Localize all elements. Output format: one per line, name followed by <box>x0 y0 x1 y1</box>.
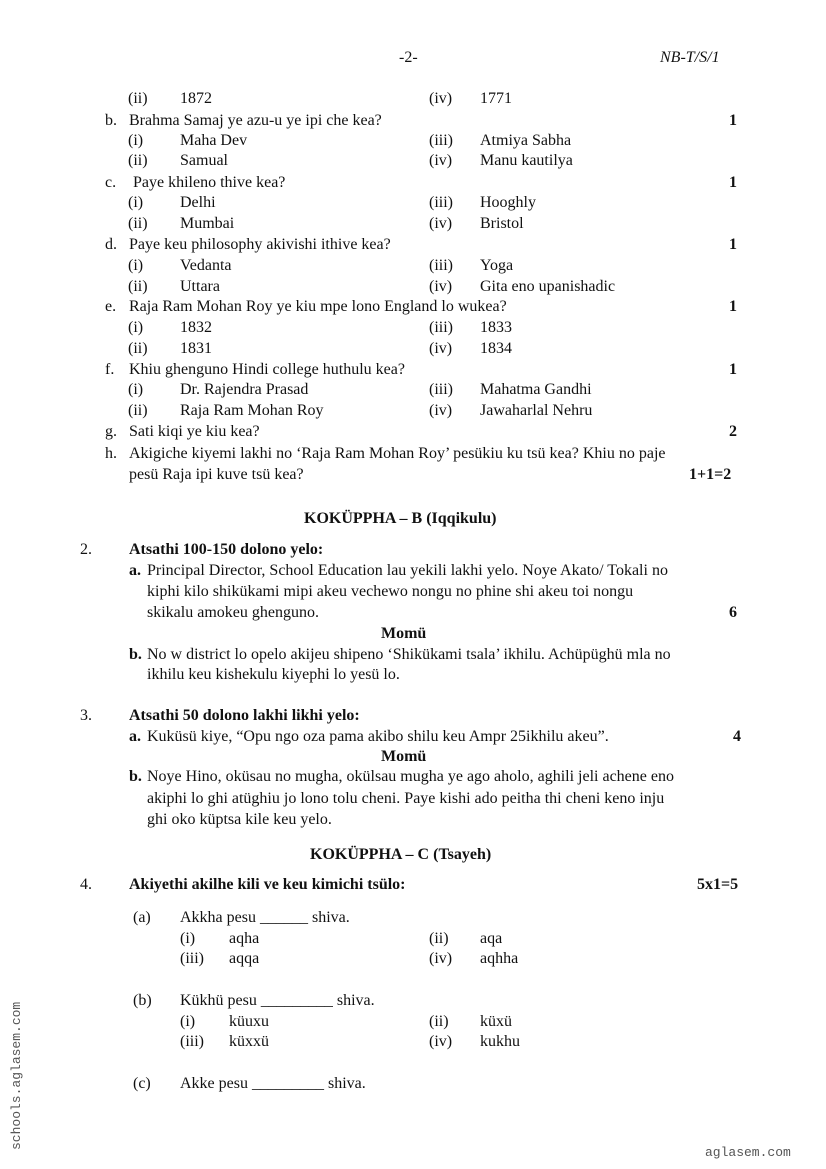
question-letter: c. <box>105 174 117 191</box>
option-label: (iii) <box>429 319 453 336</box>
option-label: (ii) <box>128 152 148 169</box>
question-marks: 1 <box>729 361 737 378</box>
part-text-line: skikalu amokeu ghenguno. <box>147 604 319 621</box>
item-label: (a) <box>133 909 151 926</box>
question-number: 3. <box>80 707 92 724</box>
option-label: (ii) <box>128 402 148 419</box>
option-label: (ii) <box>128 90 148 107</box>
option-label: (iv) <box>429 215 453 232</box>
option-text: aqqa <box>229 950 260 967</box>
part-text-line: akiphi lo ghi atüghiu jo lono tolu cheni. Paye kishi ado peitha thi cheni keno inju <box>147 790 665 807</box>
option-label: (iv) <box>429 278 453 295</box>
item-text: Akke pesu _________ shiva. <box>180 1075 366 1092</box>
question-number: 2. <box>80 541 92 558</box>
question-text: Khiu ghenguno Hindi college huthulu kea? <box>129 361 405 378</box>
question-marks: 5x1=5 <box>697 876 739 893</box>
option-text: Maha Dev <box>180 132 248 149</box>
question-letter: g. <box>105 423 117 440</box>
option-label: (i) <box>128 257 144 274</box>
option-label: (i) <box>128 319 144 336</box>
option-label: (iv) <box>429 950 453 967</box>
option-label: (ii) <box>429 930 449 947</box>
option-text: Samual <box>180 152 228 169</box>
question-text: Raja Ram Mohan Roy ye kiu mpe lono England lo wukea? <box>129 298 507 315</box>
option-label: (i) <box>128 381 144 398</box>
option-label: (iv) <box>429 1033 453 1050</box>
option-text: küxxü <box>229 1033 269 1050</box>
side-watermark: schools.aglasem.com <box>9 1001 24 1150</box>
question-letter: f. <box>105 361 115 378</box>
option-text: Manu kautilya <box>480 152 573 169</box>
question-letter: h. <box>105 445 117 462</box>
option-text: küuxu <box>229 1013 269 1030</box>
page-number: -2- <box>399 49 418 66</box>
option-label: (i) <box>128 194 144 211</box>
option-text: Uttara <box>180 278 220 295</box>
question-text: Paye khileno thive kea? <box>133 174 286 191</box>
question-heading: Akiyethi akilhe kili ve keu kimichi tsülo: <box>129 876 406 893</box>
option-text: Dr. Rajendra Prasad <box>180 381 309 398</box>
option-text: Bristol <box>480 215 524 232</box>
part-label: b. <box>129 768 142 785</box>
paper-code: NB-T/S/1 <box>660 49 720 66</box>
question-text-line: Akigiche kiyemi lakhi no ‘Raja Ram Mohan Roy’ pesükiu ku tsü kea? Khiu no paje <box>129 445 666 462</box>
option-text: küxü <box>480 1013 512 1030</box>
question-marks: 2 <box>729 423 737 440</box>
option-label: (iv) <box>429 90 453 107</box>
option-label: (iii) <box>429 257 453 274</box>
option-text: Mahatma Gandhi <box>480 381 592 398</box>
question-letter: e. <box>105 298 117 315</box>
question-letter: b. <box>105 112 117 129</box>
option-label: (iv) <box>429 402 453 419</box>
section-c-title: KOKÜPPHA – C (Tsayeh) <box>310 846 492 863</box>
item-text: Akkha pesu ______ shiva. <box>180 909 350 926</box>
item-text: Kükhü pesu _________ shiva. <box>180 992 375 1009</box>
option-label: (iii) <box>429 194 453 211</box>
option-text: Atmiya Sabha <box>480 132 572 149</box>
option-label: (iv) <box>429 152 453 169</box>
section-b-title: KOKÜPPHA – B (Iqqikulu) <box>304 510 497 527</box>
question-marks: 4 <box>733 728 741 745</box>
option-text: 1833 <box>480 319 512 336</box>
option-label: (iv) <box>429 340 453 357</box>
option-label: (iii) <box>180 1033 204 1050</box>
part-text-line: ikhilu keu kishekulu kiyephi lo yesü lo. <box>147 666 400 683</box>
question-heading: Atsathi 100-150 dolono yelo: <box>129 541 324 558</box>
option-text: Hooghly <box>480 194 536 211</box>
option-label: (iii) <box>180 950 204 967</box>
question-text: Paye keu philosophy akivishi ithive kea? <box>129 236 391 253</box>
option-text: Delhi <box>180 194 216 211</box>
question-letter: d. <box>105 236 117 253</box>
option-label: (ii) <box>128 215 148 232</box>
option-text: Raja Ram Mohan Roy <box>180 402 324 419</box>
option-text: 1834 <box>480 340 512 357</box>
option-label: (i) <box>128 132 144 149</box>
question-heading: Atsathi 50 dolono lakhi likhi yelo: <box>129 707 360 724</box>
option-label: (ii) <box>429 1013 449 1030</box>
question-text: Brahma Samaj ye azu-u ye ipi che kea? <box>129 112 382 129</box>
option-text: aqha <box>229 930 260 947</box>
option-text: Gita eno upanishadic <box>480 278 616 295</box>
question-marks: 1+1=2 <box>689 466 732 483</box>
part-text-line: Principal Director, School Education lau yekili lakhi yelo. Noye Akato/ Tokali no <box>147 562 668 579</box>
part-text-line: kiphi kilo shikükami mipi akeu vechewo nongu no phine shi akeu toi nongu <box>147 583 634 600</box>
bottom-watermark: aglasem.com <box>705 1145 791 1160</box>
option-text: Vedanta <box>180 257 232 274</box>
question-number: 4. <box>80 876 92 893</box>
option-label: (i) <box>180 930 196 947</box>
question-text: Sati kiqi ye kiu kea? <box>129 423 260 440</box>
option-text: 1831 <box>180 340 212 357</box>
option-text: Yoga <box>480 257 514 274</box>
option-text: Jawaharlal Nehru <box>480 402 593 419</box>
option-text: kukhu <box>480 1033 520 1050</box>
item-label: (c) <box>133 1075 151 1092</box>
option-text: 1771 <box>480 90 512 107</box>
part-label: b. <box>129 646 142 663</box>
question-marks: 1 <box>729 174 737 191</box>
part-text-line: ghi oko küptsa kile keu yelo. <box>147 811 332 828</box>
option-text: aqa <box>480 930 503 947</box>
option-label: (iii) <box>429 132 453 149</box>
part-text-line: Kuküsü kiye, “Opu ngo oza pama akibo shilu keu Ampr 25ikhilu akeu”. <box>147 728 609 745</box>
question-marks: 6 <box>729 604 737 621</box>
option-text: 1832 <box>180 319 212 336</box>
or-separator: Momü <box>381 625 427 642</box>
part-label: a. <box>129 728 141 745</box>
question-marks: 1 <box>729 298 737 315</box>
option-text: Mumbai <box>180 215 235 232</box>
part-text-line: Noye Hino, oküsau no mugha, okülsau mugha ye ago aholo, aghili jeli achene eno <box>147 768 674 785</box>
option-label: (i) <box>180 1013 196 1030</box>
option-text: aqhha <box>480 950 519 967</box>
option-label: (ii) <box>128 278 148 295</box>
part-label: a. <box>129 562 141 579</box>
option-label: (ii) <box>128 340 148 357</box>
option-text: 1872 <box>180 90 212 107</box>
question-marks: 1 <box>729 236 737 253</box>
or-separator: Momü <box>381 748 427 765</box>
question-text-line: pesü Raja ipi kuve tsü kea? <box>129 466 304 483</box>
option-label: (iii) <box>429 381 453 398</box>
item-label: (b) <box>133 992 152 1009</box>
question-marks: 1 <box>729 112 737 129</box>
part-text-line: No w district lo opelo akijeu shipeno ‘Shikükami tsala’ ikhilu. Achüpüghü mla no <box>147 646 671 663</box>
